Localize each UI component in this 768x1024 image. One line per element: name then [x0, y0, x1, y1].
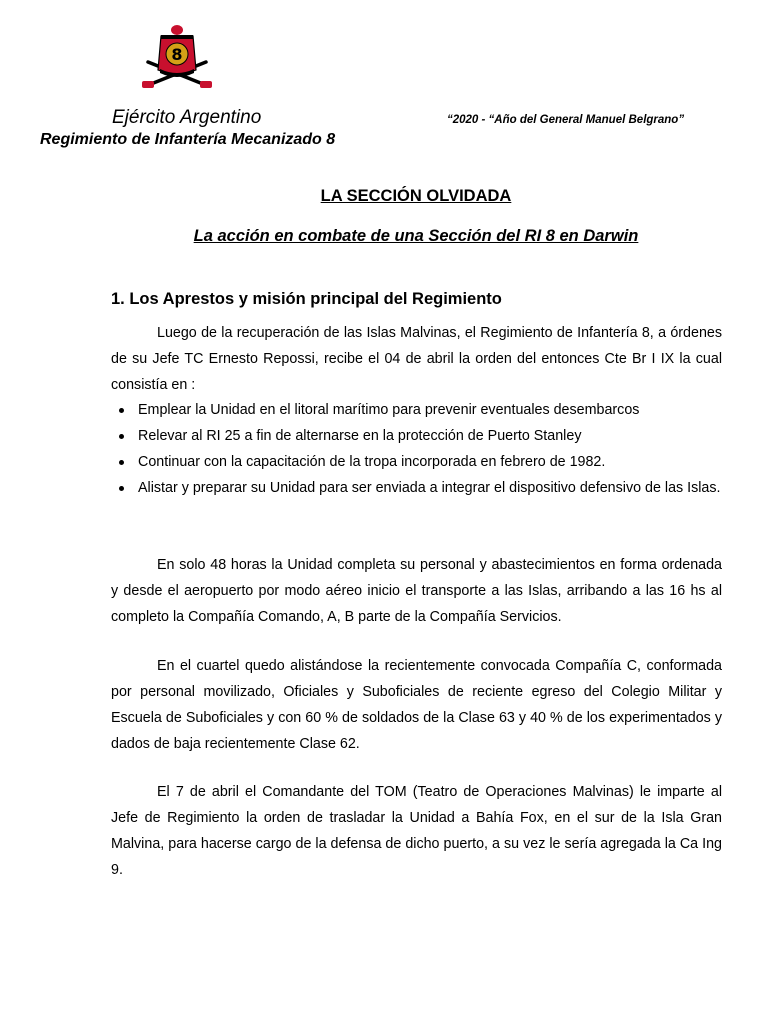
body-paragraph: En el cuartel quedo alistándose la recientemente convocada Compañía C, conformada por personal movilizado, Oficiales y Suboficiales de reciente egreso del Colegio Militar y Escuela de Suboficiales y con 60 % de soldados de la Clase 63 y 40 % de los experimentados y dados de baja recientemente Clase 62. [111, 658, 722, 752]
intro-paragraph: Luego de la recuperación de las Islas Malvinas, el Regimiento de Infantería 8, a órdenes de su Jefe TC Ernesto Repossi, recibe el 04 de abril la orden del entonces Cte Br I IX la cual consistía en : [111, 325, 722, 393]
section-heading: 1. Los Aprestos y misión principal del Regimiento [111, 290, 502, 308]
bullet-icon [119, 460, 124, 465]
list-item [111, 475, 722, 501]
bullet-icon [119, 434, 124, 439]
list-item [111, 423, 722, 449]
bullet-icon [119, 486, 124, 491]
list-item-text: Emplear la Unidad en el litoral marítimo para prevenir eventuales desembarcos [138, 402, 640, 418]
motto-text: “2020 - “Año del General Manuel Belgrano” [447, 114, 685, 126]
document-subtitle: La acción en combate de una Sección del RI 8 en Darwin [193, 227, 639, 245]
list-item-text: Alistar y preparar su Unidad para ser enviada a integrar el dispositivo defensivo de las Islas. [138, 480, 721, 496]
document-title: LA SECCIÓN OLVIDADA [320, 187, 512, 205]
regiment-name: Regimiento de Infantería Mecanizado 8 [40, 131, 336, 148]
list-item-text: Continuar con la capacitación de la tropa incorporada en febrero de 1982. [138, 454, 606, 470]
body-paragraph: En solo 48 horas la Unidad completa su personal y abastecimientos en forma ordenada y desde el aeropuerto por modo aéreo inicio el transporte a las Islas, arribando a las 16 hs al completo la Compañía Comando, A, B parte de la Compañía Servicios. [111, 557, 722, 625]
list-item-text: Relevar al RI 25 a fin de alternarse en la protección de Puerto Stanley [138, 428, 582, 444]
list-item [111, 449, 722, 475]
bullet-icon [119, 408, 124, 413]
army-name: Ejército Argentino [112, 107, 262, 128]
regimental-crest-icon [140, 24, 214, 92]
emblem-number: 8 [171, 45, 183, 64]
list-item [111, 397, 722, 423]
orders-list [111, 397, 722, 501]
body-paragraph: El 7 de abril el Comandante del TOM (Teatro de Operaciones Malvinas) le imparte al Jefe de Regimiento la orden de trasladar la Unidad a Bahía Fox, en el sur de la Isla Gran Malvina, para hacerse cargo de la defensa de dicho puerto, a su vez le sería agregada la Ca Ing 9. [111, 784, 722, 878]
